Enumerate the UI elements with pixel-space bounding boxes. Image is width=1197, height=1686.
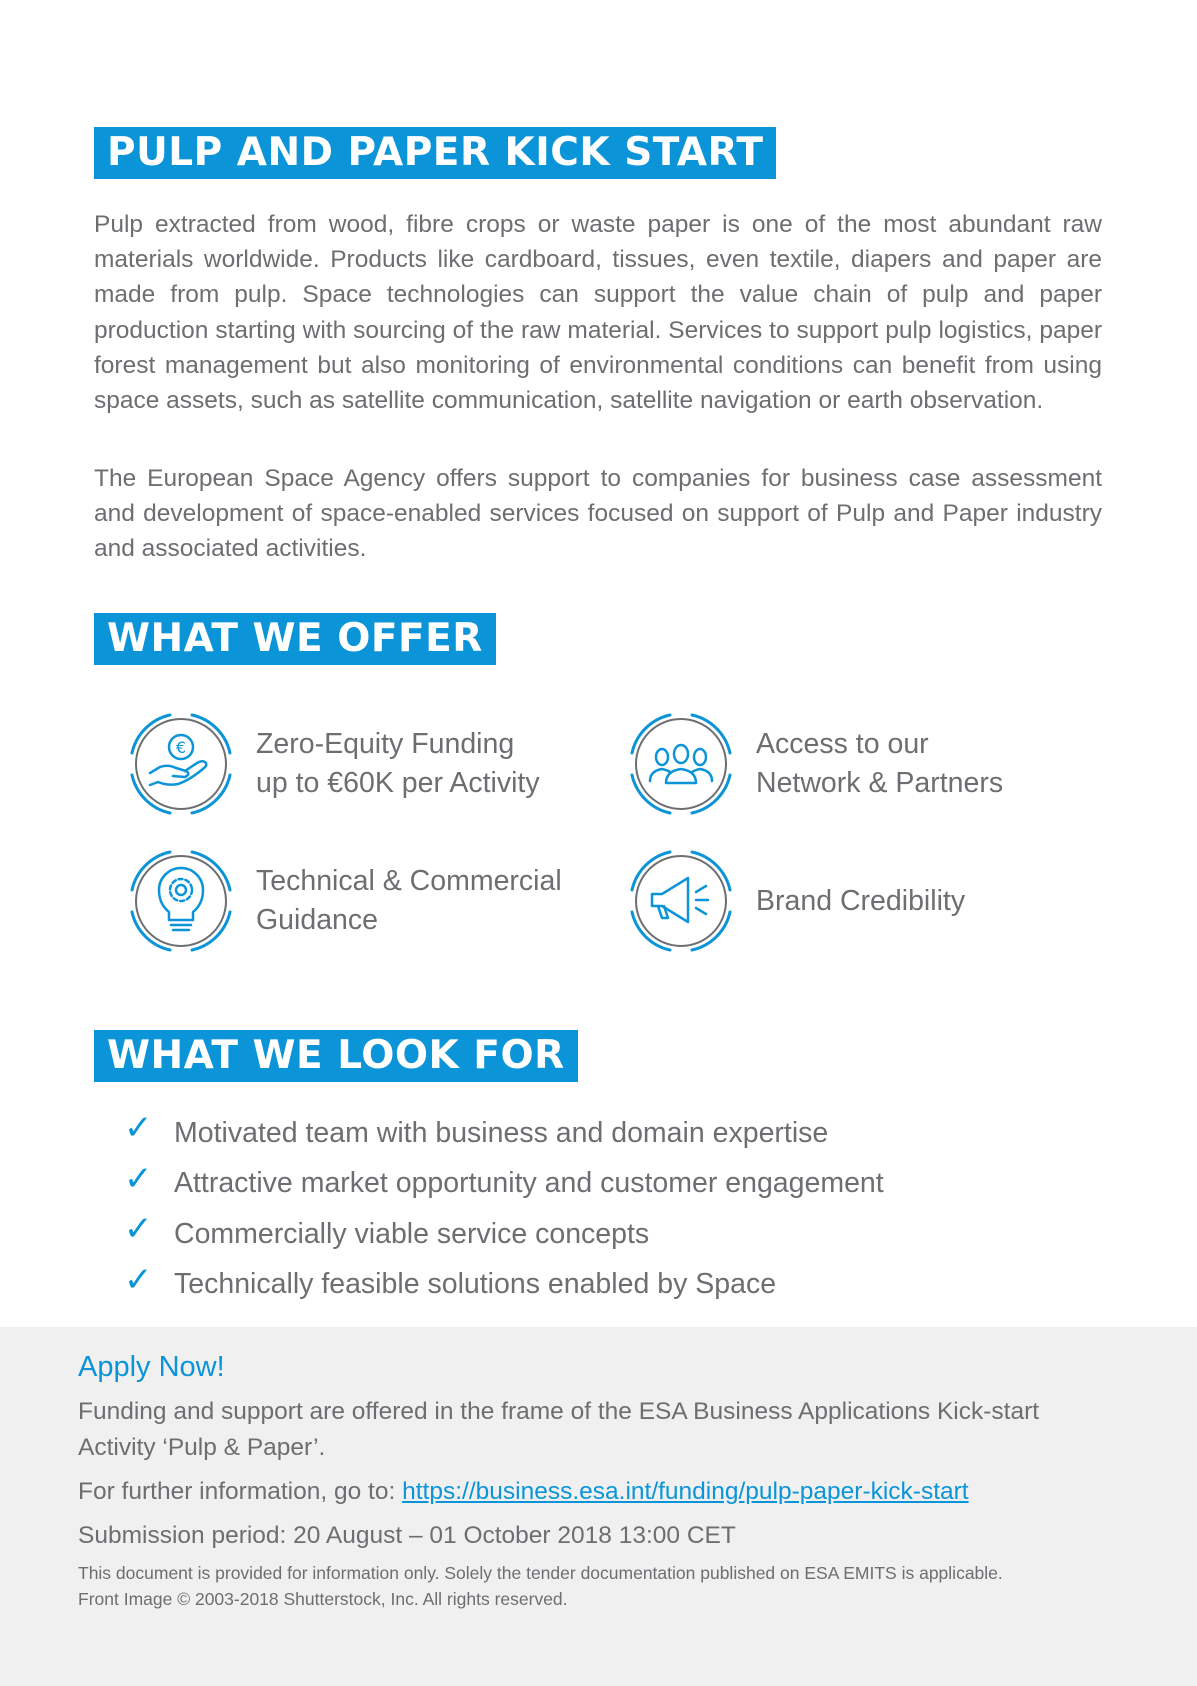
offer-network-line2: Network & Partners bbox=[756, 767, 1004, 799]
info-prefix: For further information, go to: bbox=[78, 1478, 403, 1505]
offer-network-line1: Access to our bbox=[756, 728, 929, 760]
kickstart-paragraph-2: The European Space Agency offers support to companies for business case assessment and development of space-enabled services focused on support of Pulp and Paper industry and associated activities. bbox=[94, 465, 1102, 563]
disclaimer-line-2: Front Image © 2003-2018 Shutterstock, Inc. All rights reserved. bbox=[78, 1589, 568, 1609]
lightbulb-gear-icon bbox=[122, 842, 240, 960]
offer-item-network bbox=[622, 705, 1003, 823]
kickstart-heading: PULP AND PAPER KICK START bbox=[94, 127, 776, 179]
offer-guidance-line2: Guidance bbox=[256, 904, 379, 936]
disclaimer-line-1: This document is provided for information only. Solely the tender documentation published on ESA EMITS is applicable. bbox=[78, 1563, 1003, 1583]
offer-item-brand bbox=[622, 842, 965, 960]
checkmark-icon: ✓ bbox=[124, 1260, 153, 1299]
lookfor-text: Technically feasible solutions enabled by Space bbox=[174, 1268, 777, 1301]
list-item bbox=[124, 1260, 884, 1311]
submission-period: Submission period: 20 August – 01 October 2018 13:00 CET bbox=[78, 1522, 736, 1549]
offer-funding-line2: up to €60K per Activity bbox=[256, 767, 540, 799]
checkmark-icon: ✓ bbox=[124, 1109, 153, 1148]
offer-item-guidance bbox=[122, 842, 562, 960]
lookfor-list bbox=[124, 1108, 884, 1310]
list-item bbox=[124, 1209, 884, 1260]
checkmark-icon: ✓ bbox=[124, 1159, 153, 1198]
offer-guidance-line1: Technical & Commercial bbox=[256, 865, 562, 897]
people-network-icon bbox=[622, 705, 740, 823]
checkmark-icon: ✓ bbox=[124, 1210, 153, 1249]
list-item bbox=[124, 1108, 884, 1159]
offer-brand-line1: Brand Credibility bbox=[756, 884, 966, 917]
info-line bbox=[78, 1474, 1108, 1510]
kickstart-paragraph-1: Pulp extracted from wood, fibre crops or waste paper is one of the most abundant raw materials worldwide. Products like cardboard, tissues, even textile, diapers and paper are made from pulp. Space technologies can support the value chain of pulp and paper production starting with sourcing of the raw material. Services to support pulp logistics, paper forest management but also monitoring of environmental conditions can benefit from using space assets, such as satellite communication, satellite navigation or earth observation. bbox=[94, 211, 1102, 415]
disclaimer bbox=[78, 1560, 1003, 1612]
offer-heading: WHAT WE OFFER bbox=[94, 613, 496, 665]
lookfor-text: Motivated team with business and domain expertise bbox=[174, 1116, 829, 1149]
euro-hand-icon bbox=[122, 705, 240, 823]
lookfor-text: Commercially viable service concepts bbox=[174, 1217, 650, 1250]
list-item bbox=[124, 1159, 884, 1210]
lookfor-text: Attractive market opportunity and customer engagement bbox=[174, 1167, 884, 1200]
lookfor-heading: WHAT WE LOOK FOR bbox=[94, 1030, 578, 1082]
info-link[interactable]: https://business.esa.int/funding/pulp-paper-kick-start bbox=[402, 1478, 969, 1505]
offer-item-funding bbox=[122, 705, 540, 823]
offer-funding-line1: Zero-Equity Funding bbox=[256, 728, 515, 760]
footer-panel bbox=[0, 1327, 1197, 1686]
funding-text: Funding and support are offered in the frame of the ESA Business Applications Kick-start Activity ‘Pulp & Paper’. bbox=[78, 1398, 1040, 1461]
apply-now-heading: Apply Now! bbox=[78, 1351, 225, 1383]
svg-text:€: € bbox=[175, 738, 187, 757]
megaphone-icon bbox=[622, 842, 740, 960]
